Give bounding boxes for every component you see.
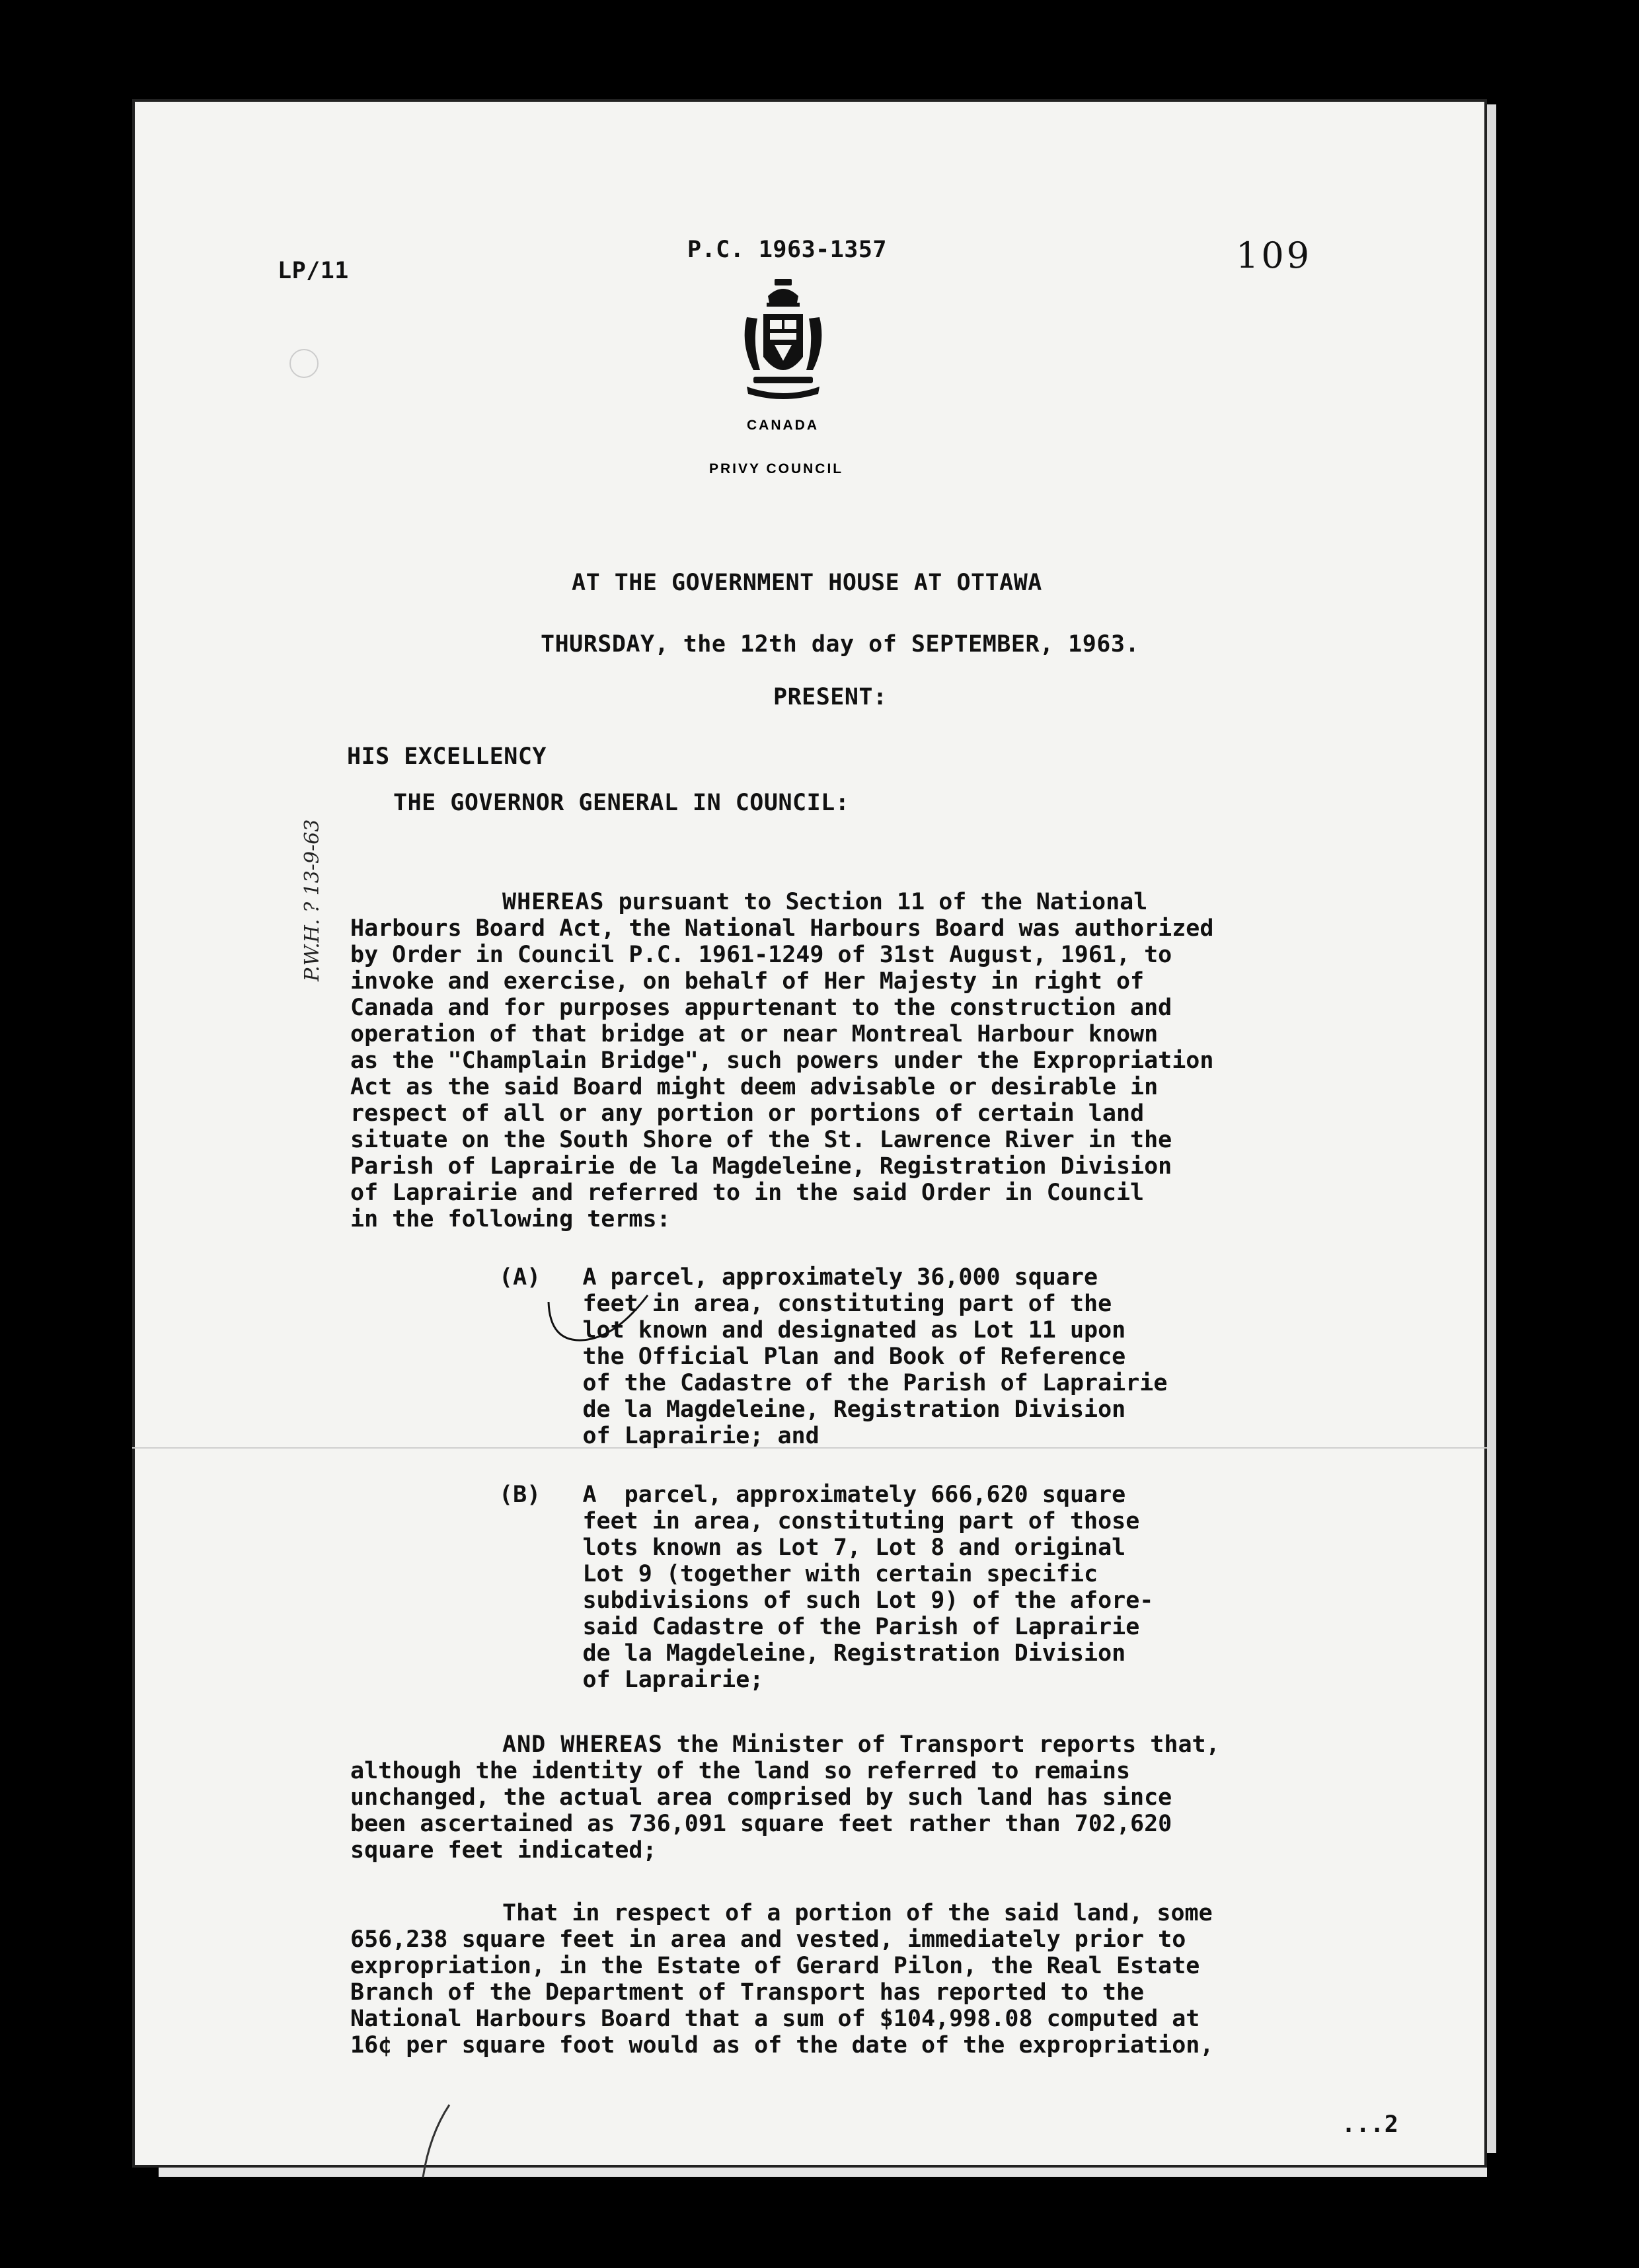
whereas-line: operation of that bridge at or near Montreal Harbour known [350,1021,1159,1047]
parcel-a-line: of the Cadastre of the Parish of Laprairie [582,1370,1168,1396]
parcel-a-line: de la Magdeleine, Registration Division [582,1396,1126,1423]
parcel-b-line: of Laprairie; [582,1667,764,1693]
parcel-a [499,1264,1167,1449]
and-whereas-line: been ascertained as 736,091 square feet rather than 702,620 [350,1811,1172,1837]
meeting-date: THURSDAY, the 12th day of SEPTEMBER, 1963. [541,631,1140,658]
page-edge-bottom [159,2168,1487,2177]
privy-council-number: P.C. 1963-1357 [687,237,888,263]
page-edge-right [1487,104,1496,2153]
document-page [132,99,1487,2168]
estate-line: 656,238 square feet in area and vested, immediately prior to [350,1926,1186,1953]
whereas-line: respect of all or any portion or portions of certain land [350,1100,1145,1127]
whereas-line: invoke and exercise, on behalf of Her Majesty in right of [350,968,1145,995]
estate-line: National Harbours Board that a sum of $104,998.08 computed at [350,2006,1200,2032]
whereas-line: of Laprairie and referred to in the said Order in Council [350,1180,1145,1206]
parcel-b-label: (B) [499,1482,541,1508]
parcel-a-line: A parcel, approximately 36,000 square [582,1264,1098,1291]
parcel-b-line: subdivisions of such Lot 9) of the afore- [582,1587,1154,1614]
whereas-line: Canada and for purposes appurtenant to the construction and [350,995,1172,1021]
estate-line: 16¢ per square foot would as of the date of the expropriation, [350,2032,1214,2059]
whereas-line: by Order in Council P.C. 1961-1249 of 31st August, 1961, to [350,942,1172,968]
parcel-a-line: lot known and designated as Lot 11 upon [582,1317,1126,1343]
venue-heading: AT THE GOVERNMENT HOUSE AT OTTAWA [572,570,1042,596]
parcel-a-line: of Laprairie; and [582,1423,820,1449]
and-whereas-line: although the identity of the land so referred to remains [350,1758,1131,1784]
and-whereas-line: square feet indicated; [350,1837,657,1864]
whereas-first-line: pursuant to Section 11 of the National [604,889,1148,915]
and-whereas-lead: AND WHEREAS [502,1731,663,1758]
whereas-line: Parish of Laprairie de la Magdeleine, Registration Division [350,1153,1172,1180]
parcel-b-line: lots known as Lot 7, Lot 8 and original [582,1534,1126,1561]
his-excellency: HIS EXCELLENCY [347,743,547,770]
handwritten-margin-note: P.W.H. ? 13-9-63 [301,819,324,981]
estate-paragraph [350,1900,1213,2059]
estate-line: Branch of the Department of Transport has reported to the [350,1979,1145,2006]
coat-of-arms-icon [734,278,833,403]
parcel-a-line: the Official Plan and Book of Reference [582,1343,1126,1370]
document-reference: LP/11 [278,258,349,284]
parcel-a-line: feet in area, constituting part of the [582,1291,1112,1317]
whereas-lead: WHEREAS [502,889,605,915]
punch-hole [289,349,319,378]
present-heading: PRESENT: [773,684,888,710]
and-whereas-first-line: the Minister of Transport reports that, [662,1731,1220,1758]
continuation-marker: ...2 [1342,2111,1399,2138]
estate-first-line: That in respect of a portion of the said land, some [502,1900,1213,1926]
whereas-line: Harbours Board Act, the National Harbours Board was authorized [350,915,1214,942]
whereas-line: situate on the South Shore of the St. Lawrence River in the [350,1127,1172,1153]
parcel-a-label: (A) [499,1264,541,1291]
and-whereas-line: unchanged, the actual area comprised by such land has since [350,1784,1172,1811]
crest-sublabel: PRIVY COUNCIL [709,461,844,476]
parcel-b-line: feet in area, constituting part of those [582,1508,1140,1534]
crest-label: CANADA [747,418,819,433]
whereas-line: as the "Champlain Bridge", such powers under the Expropriation [350,1047,1214,1074]
parcel-b-line: A parcel, approximately 666,620 square [582,1482,1126,1508]
estate-line: expropriation, in the Estate of Gerard Pilon, the Real Estate [350,1953,1200,1979]
parcel-b [499,1482,1153,1693]
page-number: 109 [1236,235,1313,276]
parcel-b-line: said Cadastre of the Parish of Laprairie [582,1614,1140,1640]
whereas-line: Act as the said Board might deem advisable or desirable in [350,1074,1159,1100]
pencil-stroke-icon [416,2101,456,2181]
whereas-paragraph-1 [350,889,1213,1232]
parcel-b-line: de la Magdeleine, Registration Division [582,1640,1126,1667]
parcel-b-line: Lot 9 (together with certain specific [582,1561,1098,1587]
whereas-paragraph-2 [350,1731,1220,1864]
governor-general-line: THE GOVERNOR GENERAL IN COUNCIL: [393,790,850,816]
whereas-line: in the following terms: [350,1206,671,1232]
